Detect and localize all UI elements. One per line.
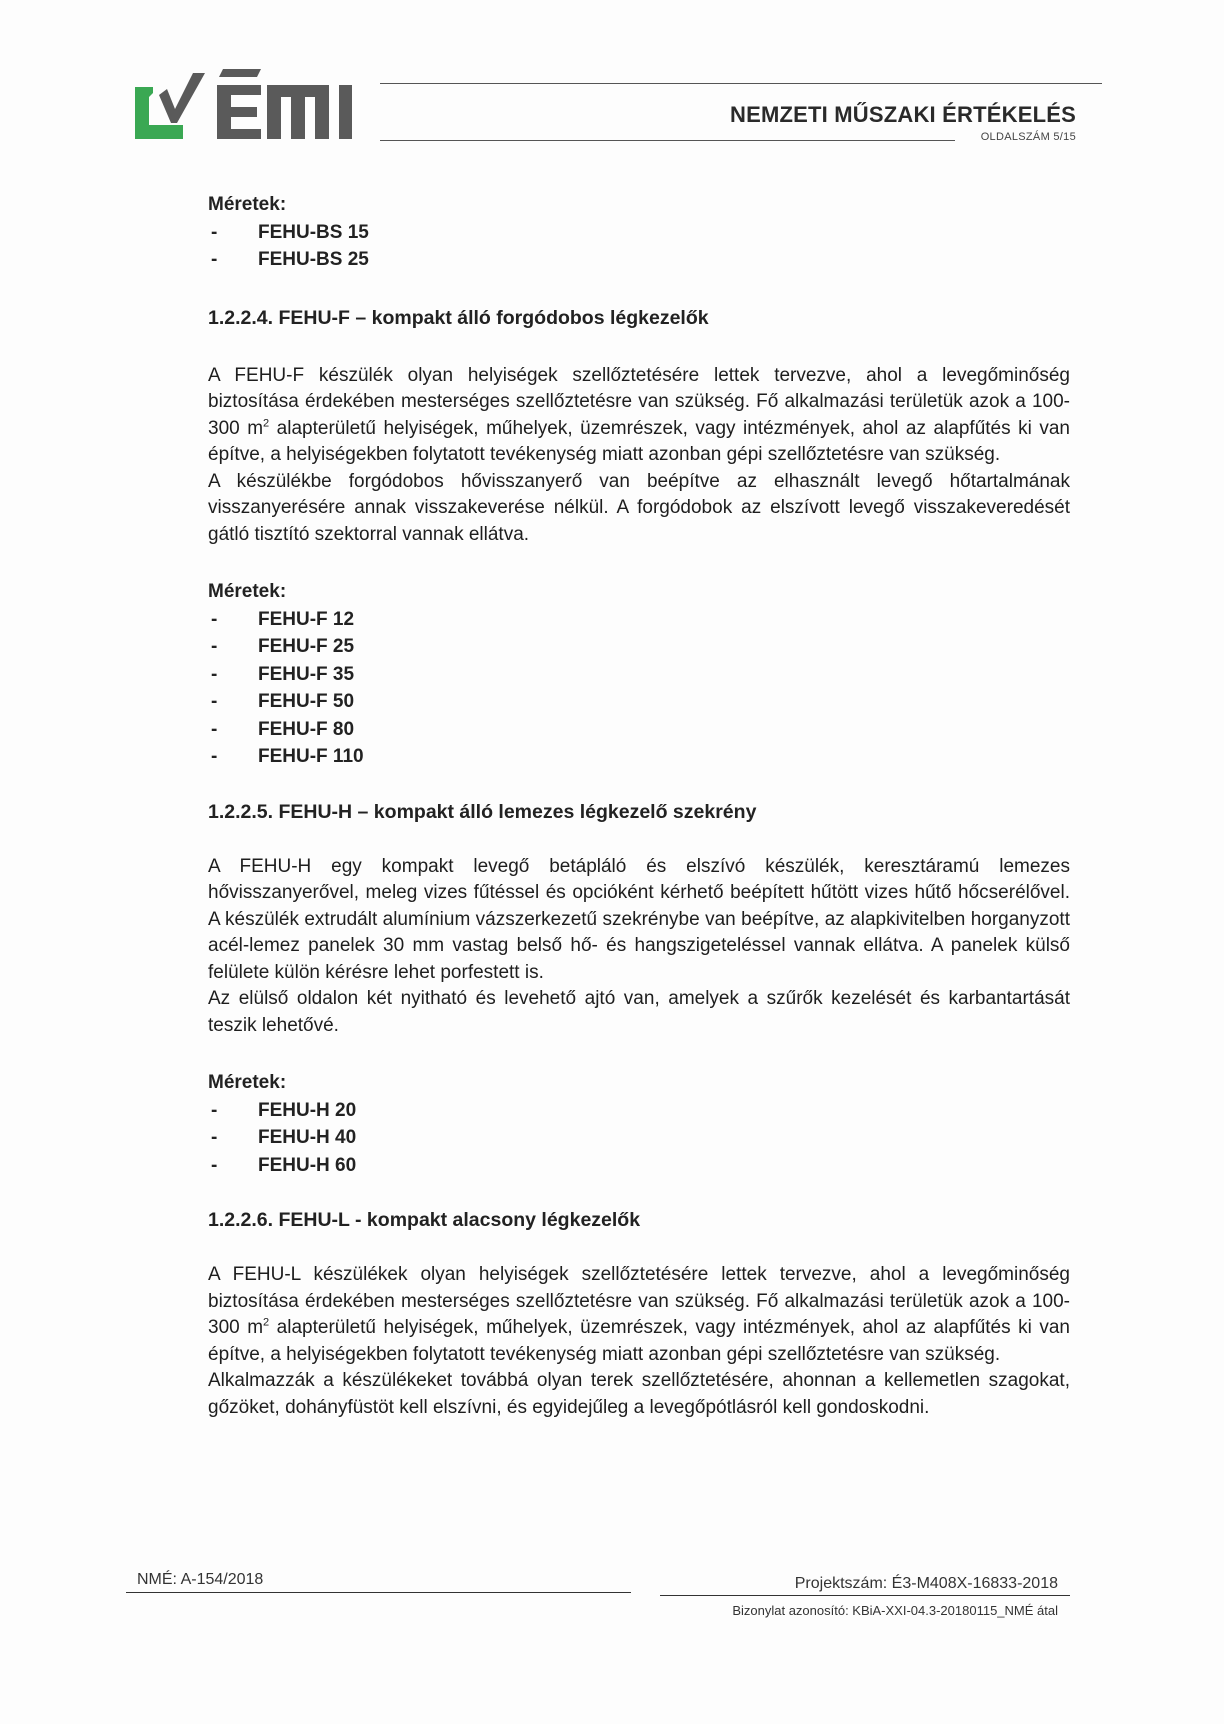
paragraph: A készülékbe forgódobos hővisszanyerő van beépítve az elhasznált levegő hőtartalmának visszanyerésére annak visszakeverése nélkül. A forgódobok az elszívott levegő visszakeveredését gátló tisztító szektorral vannak ellátva. <box>208 470 1070 545</box>
section-title-1226: 1.2.2.6. FEHU-L - kompakt alacsony légkezelők <box>208 1209 641 1231</box>
section-title-1225: 1.2.2.5. FEHU-H – kompakt álló lemezes légkezelő szekrény <box>208 800 757 823</box>
section-title-1224: 1.2.2.4. FEHU-F – kompakt álló forgódobos légkezelők <box>208 306 709 329</box>
emi-letters <box>217 69 352 139</box>
f-size-list <box>208 606 1070 771</box>
footer-nme: NMÉ: A-154/2018 <box>137 1571 264 1588</box>
header-rule-bottom <box>380 140 955 141</box>
list-item: - FEHU-F 110 <box>211 746 364 767</box>
document-body <box>208 191 1070 1421</box>
paragraph: Alkalmazzák a készülékeket továbbá olyan terek szellőztetésére, ahonnan a kellemetlen szagokat, gőzöket, dohányfüstöt kell elszívni, és egyidejűleg a levegőpótlásról kell gondoskodni. <box>208 1370 1070 1418</box>
h-sizes-block <box>208 1069 1070 1179</box>
footer-rule-right <box>660 1595 1070 1596</box>
footer-document-id: Bizonylat azonosító: KBiA-XXI-04.3-20180115_NMÉ átal <box>732 1603 1058 1618</box>
sizes-label: Méretek: <box>208 1072 287 1093</box>
list-item: - FEHU-BS 25 <box>211 249 369 270</box>
list-item: - FEHU-F 25 <box>211 636 355 657</box>
paragraph: A FEHU-F készülék olyan helyiségek szellőztetésére lettek tervezve, ahol a levegőminőség biztosítása érdekében mesterséges szellőztetésre van szükség. Fő alkalmazási területük azok a 100-300 $m^2$ alapterületű helyiségek, műhelyek, üzemrészek, vagy intézmények, ahol az alapfűtés ki van építve, a helyiségekben folytatott tevékenység miatt azonban gépi szellőztetésre van szükség. <box>208 364 1070 465</box>
header-rule-top <box>380 83 1102 84</box>
bs-sizes-block <box>208 191 1070 274</box>
list-item: - FEHU-H 60 <box>211 1154 357 1176</box>
list-item: - FEHU-F 80 <box>211 718 355 740</box>
paragraph: A FEHU-H egy kompakt levegő betápláló és elszívó készülék, keresztáramú lemezes hővisszanyerővel, meleg vizes fűtéssel és opcióként kérhető beépített hűtött vizes hűtő hőcserélővel. A készülék extrudált alumínium vázszerkezetű szekrénybe van beépítve, az alapkivitelben horganyzott acél-lemez panelek 30 mm vastag belső hő- és hangszigeteléssel vannak ellátva. A panelek külső felülete külön kérésre lehet porfestett is. <box>208 855 1070 983</box>
checkbox-logo-icon <box>135 73 205 139</box>
paragraph: Az elülső oldalon két nyitható és levehető ajtó van, amelyek a szűrők kezelését és karbantartását teszik lehetővé. <box>208 988 1070 1036</box>
h-size-list <box>208 1097 1070 1180</box>
list-item: - FEHU-F 12 <box>211 608 355 630</box>
paragraph: A FEHU-L készülékek olyan helyiségek szellőztetésére lettek tervezve, ahol a levegőminőség biztosítása érdekében mesterséges szellőztetésre van szükség. Fő alkalmazási területük azok a 100-300 $m^2$ alapterületű helyiségek, műhelyek, üzemrészek, vagy intézmények, ahol az alapfűtés ki van építve, a helyiségekben folytatott tevékenység miatt azonban gépi szellőztetésre van szükség. <box>208 1264 1070 1365</box>
emi-logo <box>133 67 373 147</box>
bs-size-list <box>208 219 1070 274</box>
list-item: - FEHU-H 20 <box>211 1099 357 1121</box>
header-title: NEMZETI MŰSZAKI ÉRTÉKELÉS <box>729 102 1076 127</box>
sizes-label: Méretek: <box>208 581 287 602</box>
list-item: - FEHU-F 35 <box>211 663 355 685</box>
footer-rule-left <box>126 1592 631 1593</box>
f-sizes-block <box>208 578 1070 771</box>
footer-project-number: Projektszám: É3-M408X-16833-2018 <box>794 1575 1058 1592</box>
list-item: - FEHU-F 50 <box>211 691 355 712</box>
sizes-label: Méretek: <box>208 194 287 215</box>
list-item: - FEHU-BS 15 <box>211 221 369 243</box>
page-number: OLDALSZÁM 5/15 <box>980 131 1076 143</box>
list-item: - FEHU-H 40 <box>211 1127 357 1148</box>
